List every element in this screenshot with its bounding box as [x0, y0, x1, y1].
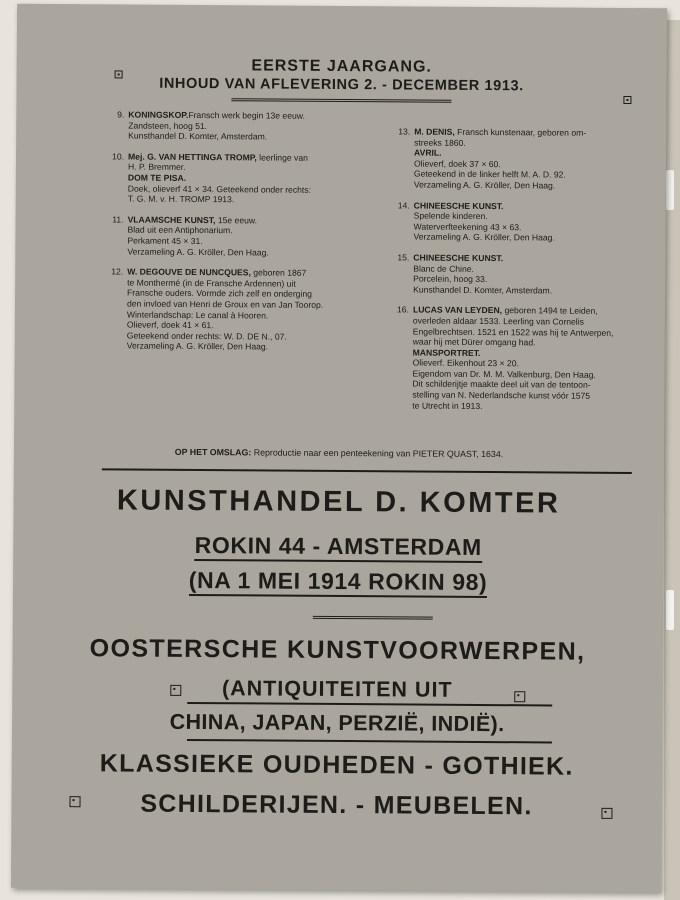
entry-line: Geteekend in de linker helft M. A. D. 92.	[413, 168, 566, 180]
cover-note	[14, 446, 664, 461]
cover-note-label: OP HET OMSLAG:	[174, 446, 252, 458]
entry-line: Verzameling A. G. Kröller, Den Haag.	[127, 246, 269, 258]
header	[16, 56, 666, 105]
entry-line: Olieverf, doek 41 × 61.	[126, 319, 214, 331]
entry-title: LUCAS VAN LEYDEN,	[412, 304, 503, 316]
entry-line: 15e eeuw.	[217, 214, 258, 226]
entry-line: MANSPORTRET.	[412, 347, 481, 358]
entry-line: geboren 1494 te Leiden,	[504, 305, 598, 317]
entry-line: Fransch werk begin 13e eeuw.	[188, 109, 305, 121]
entry-line: Eigendom van Dr. M. M. Valkenburg, Den Haag.	[412, 368, 596, 380]
entry-line: Zandsteen, hoog 51.	[128, 120, 208, 131]
entry-line: te Monthermé (in de Fransche Ardennen) uit	[127, 277, 296, 289]
entry-line: Kunsthandel D. Komter, Amsterdam.	[128, 130, 268, 142]
contents-entry	[97, 214, 372, 258]
contents-entry	[383, 252, 633, 296]
section-divider	[102, 468, 632, 474]
contents-entry	[384, 126, 634, 191]
document-page	[11, 4, 667, 893]
contents-entry	[98, 151, 373, 206]
entry-line: Porcelein, hoog 33.	[413, 273, 488, 285]
advert-rule	[313, 616, 433, 620]
advert-address-text: ROKIN 44 - AMSTERDAM	[195, 531, 482, 563]
entry-number: 10.	[112, 151, 125, 162]
entry-line: Olieverf. Eikenhout 23 × 20.	[412, 357, 519, 369]
contents-right-column	[382, 126, 634, 422]
entry-number: 13.	[398, 126, 411, 137]
advert-line-countries: CHINA, JAPAN, PERZIË, INDIË).	[169, 709, 505, 737]
entry-title: KONINGSKOP.	[128, 109, 189, 120]
contents-left-column	[97, 109, 374, 363]
advert-address	[13, 530, 663, 565]
page-edge	[664, 20, 680, 900]
entry-number: 16.	[396, 304, 410, 315]
entry-line: Perkament 45 × 31.	[127, 235, 203, 246]
advert-new-address	[13, 565, 663, 600]
ornament-square-icon	[601, 808, 612, 819]
entry-line: Engelbrechtsen. 1521 en 1522 was hij te Antwerpen,	[412, 326, 614, 338]
advert-underline	[187, 739, 552, 744]
entry-line: AVRIL.	[414, 147, 442, 158]
binding-hole	[666, 590, 674, 630]
entry-line: Verzameling A. G. Kröller, Den Haag.	[126, 340, 269, 352]
entry-line: Doek, olieverf 41 × 34. Geteekend onder rechts:	[127, 183, 312, 195]
entry-line: Blanc de Chine.	[413, 263, 474, 274]
entry-title: Mej. G. VAN HETTINGA TROMP,	[127, 151, 257, 163]
entry-line: Dit schilderijtje maakte deel uit van de tentoon-	[412, 378, 591, 391]
entry-line: den invloed van Henri de Groux en van Jan Toorop.	[126, 298, 324, 310]
entry-line: Verzameling A. G. Kröller, Den Haag.	[413, 179, 556, 191]
advert-line-klassieke: KLASSIEKE OUDHEDEN - GOTHIEK.	[99, 749, 574, 781]
entry-line: Winterlandschap: Le canal à Hooren.	[126, 309, 269, 321]
contents-entry	[97, 266, 373, 353]
contents-entry	[382, 305, 633, 413]
entry-line: Fransch kunstenaar, geboren om-	[457, 126, 587, 138]
entry-title: VLAAMSCHE KUNST,	[127, 214, 216, 225]
entry-line: waar hij met Dürer omgang had.	[412, 336, 536, 348]
advert-line-antiquiteiten: (ANTIQUITEITEN UIT	[221, 676, 453, 702]
entry-line: te Utrecht in 1913.	[412, 400, 483, 411]
entry-title: CHINEESCHE KUNST.	[413, 200, 504, 211]
entry-title: M. DENIS,	[414, 126, 455, 137]
entry-line: Verzameling A. G. Kröller, Den Haag.	[413, 231, 555, 243]
entry-line: leerlinge van	[259, 152, 308, 163]
volume-title: EERSTE JAARGANG.	[251, 57, 432, 76]
issue-title: INHOUD VAN AFLEVERING 2. - DECEMBER 1913.	[159, 75, 524, 95]
entry-line: T. G. M. v. H. TROMP 1913.	[127, 193, 235, 205]
entry-number: 12.	[111, 266, 124, 277]
advert-line-oostersche: OOSTERSCHE KUNSTVOORWERPEN,	[89, 634, 586, 666]
entry-title: CHINEESCHE KUNST.	[413, 252, 504, 264]
entry-line: H. P. Bremmer.	[127, 161, 186, 173]
contents-entry	[383, 200, 633, 244]
entry-line: Spelende kinderen.	[413, 210, 488, 222]
header-rule	[231, 98, 451, 103]
contents-entry	[98, 109, 373, 143]
entry-line: stelling van N. Nederlandsche kunst vóór 1575	[412, 389, 591, 401]
entry-line: Waterverfteekening 43 × 63.	[413, 221, 522, 233]
entry-line: overleden aldaar 1533. Leerling van Cornelis	[412, 315, 584, 327]
entry-number: 11.	[112, 214, 124, 225]
binding-hole	[666, 170, 674, 210]
entry-title: W. DEGOUVE DE NUNCQUES,	[127, 266, 251, 278]
entry-line: Blad uit een Antiphonarium.	[127, 224, 233, 236]
cover-note-text: Reproductie naar een penteekening van PIETER QUAST, 1634.	[253, 447, 504, 460]
entry-number: 9.	[117, 109, 125, 120]
advert-new-address-text: (NA 1 MEI 1914 ROKIN 98)	[189, 566, 488, 598]
entry-line: DOM TE PISA.	[127, 172, 187, 183]
entry-line: Olieverf, doek 37 × 60.	[413, 158, 501, 169]
entry-line: Geteekend onder rechts: W. D. DE N., 07.	[126, 330, 287, 342]
advert-line-schilderijen: SCHILDERIJEN. - MEUBELEN.	[140, 789, 533, 821]
entry-line: Kunsthandel D. Komter, Amsterdam.	[413, 284, 553, 296]
ornament-square-icon	[514, 691, 525, 702]
advert-name: KUNSTHANDEL D. KOMTER	[116, 484, 561, 520]
entry-line: streeks 1860.	[414, 137, 466, 148]
entry-number: 14.	[397, 199, 410, 211]
entry-line: Fransche ouders. Vormde zich zelf en onderging	[127, 287, 312, 300]
entry-number: 15.	[397, 252, 410, 263]
entry-line: geboren 1867	[253, 267, 307, 278]
